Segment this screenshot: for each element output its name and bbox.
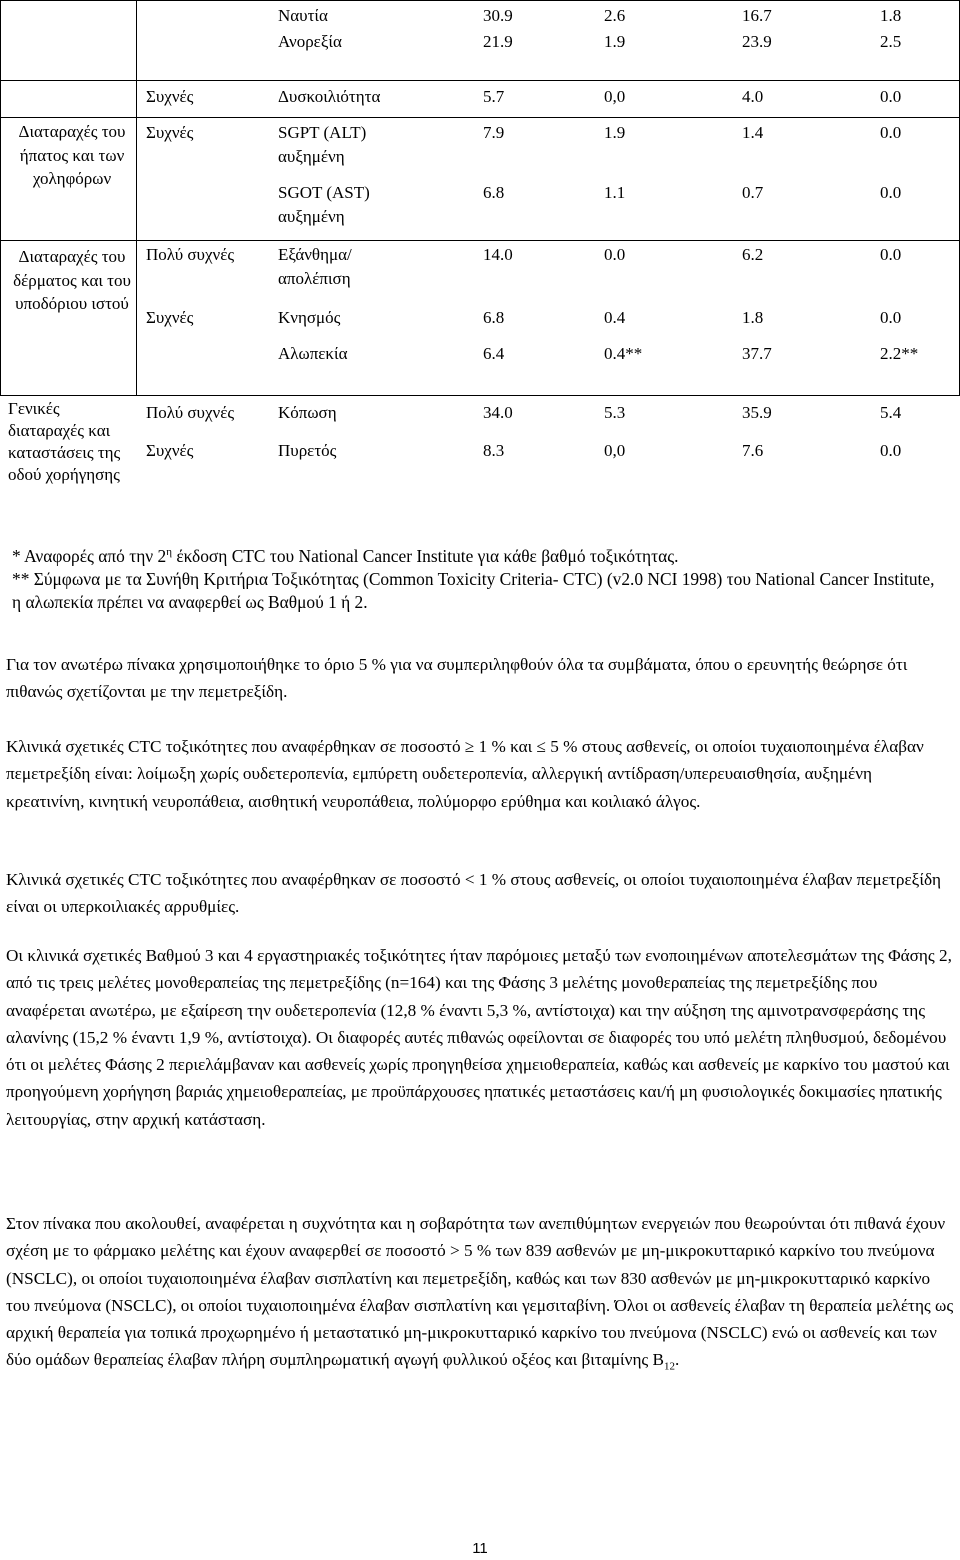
table-hline-2: [0, 117, 960, 118]
row-frequency: Συχνές: [146, 308, 194, 327]
row-term-rash: Εξάνθημα/: [278, 245, 352, 264]
row-value: 0.0: [880, 245, 902, 264]
row-value: 0.4**: [604, 344, 643, 363]
paragraph-threshold: Για τον ανωτέρω πίνακα χρησιμοποιήθηκε το όριο 5 % για να συμπεριληφθούν όλα τα συμβάματα, όπου ο ερευνητής θεώρησε ότι πιθανώς σχετίζονται με την πεμετρεξίδη.: [6, 655, 908, 702]
row-term-fever: Πυρετός: [278, 441, 337, 460]
row-value: 0.0: [880, 87, 902, 106]
row-value: 6.4: [483, 344, 505, 363]
leq-symbol: ≤: [536, 737, 546, 756]
row-value: 6.8: [483, 183, 505, 202]
paragraph-nsclc: Στον πίνακα που ακολουθεί, αναφέρεται η συχνότητα και η σοβαρότητα των ανεπιθύμητων ενεργειών που θεωρούνται ότι πιθανά έχουν σχέση με το φάρμακο μελέτης και έχουν αναφερθεί σε ποσοστό > 5 % των 839 ασθενών με μη-μικροκυτταρικό καρκίνο του πνεύμονα (NSCLC), οι οποίοι τυχαιοποιημένα έλαβαν σισπλατίνη και πεμετρεξίδη, καθώς και των 830 ασθενών με μη-μικροκυτταρικό καρκίνο του πνεύμονα (NSCLC), οι οποίοι τυχαιοποιημένα έλαβαν σισπλατίνη και γεμσιταβίνη. Όλοι οι ασθενείς έλαβαν τη θεραπεία μελέτης ως αρχική θεραπεία για τοπικά προχωρημένο ή μεταστατικό μη-μικροκυτταρικό καρκίνο του πνεύμονα (NSCLC) ενώ οι ασθενείς και των δύο ομάδων θεραπείας έλαβαν πλήρη συμπληρωματική αγωγή φυλλικού οξέος και βιταμίνης $B_{12}$.: [6, 1214, 954, 1373]
row-value: 2.5: [880, 32, 902, 51]
row-term-alopecia: Αλωπεκία: [278, 344, 348, 363]
row-term-fatigue: Κόπωση: [278, 403, 337, 422]
row-value: 0.0: [880, 123, 902, 142]
row-frequency: Πολύ συχνές: [146, 245, 235, 264]
table-vline-cat: [136, 0, 137, 395]
category-liver: Διαταραχές του ήπατος και των χοληφόρων: [18, 122, 126, 188]
row-term-rash-2: απολέπιση: [278, 269, 351, 288]
page-number: 11: [472, 1540, 488, 1557]
row-term-constipation: Δυσκοιλιότητα: [278, 87, 381, 106]
row-term-ast-2: αυξημένη: [278, 207, 345, 226]
row-value: 0.0: [880, 441, 902, 460]
row-value: 0.0: [604, 245, 626, 264]
row-value: 4.0: [742, 87, 764, 106]
row-value: 0,0: [604, 441, 626, 460]
row-term-nausea: Ναυτία: [278, 6, 328, 25]
row-value: 1.4: [742, 123, 764, 142]
row-value: 0.0: [880, 308, 902, 327]
row-value: 23.9: [742, 32, 772, 51]
table-hline-3: [0, 240, 960, 241]
category-general: Γενικές διαταραχές και καταστάσεις της οδού χορήγησης: [8, 399, 121, 484]
footnotes: [12, 545, 952, 614]
footnote-2: ** Σύμφωνα με τα Συνήθη Κριτήρια Τοξικότητας (Common Toxicity Criteria- CTC) (v2.0 NCI 1998) του National Cancer Institute, η αλωπεκία πρέπει να αναφερθεί ως Βαθμού 1 ή 2.: [12, 569, 935, 612]
row-value: 30.9: [483, 6, 513, 25]
table-left-border: [0, 0, 1, 395]
row-term-ast: SGOT (AST): [278, 183, 370, 202]
row-value: 7.9: [483, 123, 505, 142]
row-value: 37.7: [742, 344, 772, 363]
row-term-alt-2: αυξημένη: [278, 147, 345, 166]
row-value: 5.7: [483, 87, 505, 106]
row-frequency: Συχνές: [146, 87, 194, 106]
footnote-1: * Αναφορές από την $2^\eta$ έκδοση CTC του National Cancer Institute για κάθε βαθμό τοξικότητας.: [12, 546, 679, 566]
row-term-pruritus: Κνησμός: [278, 308, 341, 327]
row-value: 8.3: [483, 441, 505, 460]
row-frequency: Συχνές: [146, 123, 194, 142]
row-value: 1.1: [604, 183, 626, 202]
row-value: 5.3: [604, 403, 626, 422]
row-value: 2.2**: [880, 344, 919, 363]
row-value: 0,0: [604, 87, 626, 106]
row-value: 1.8: [742, 308, 764, 327]
row-value: 1.8: [880, 6, 902, 25]
geq-symbol: ≥: [464, 737, 475, 756]
row-value: 16.7: [742, 6, 772, 25]
paragraph-grade34: Οι κλινικά σχετικές Βαθμού 3 και 4 εργαστηριακές τοξικότητες ήταν παρόμοιες μεταξύ των ενοποιημένων αποτελεσμάτων της Φάσης 2, από τις τρεις μελέτες μονοθεραπείας της πεμετρεξίδης (n=164) και της Φάσης 3 μελέτης μονοθεραπείας της πεμετρεξίδης που αναφέρεται ανωτέρω, με εξαίρεση την ουδετεροπενία (12,8 % έναντι 5,3 %, αντίστοιχα) και την αύξηση της αμινοτρανσφεράσης της αλανίνης (15,2 % έναντι 1,9 %, αντίστοιχα). Οι διαφορές αυτές πιθανώς οφείλονται σε διαφορές του υπό μελέτη πληθυσμού, δεδομένου ότι οι μελέτες Φάσης 2 περιελάμβαναν και ασθενείς χωρίς προηγηθείσα χημειοθεραπεία, καθώς και ασθενείς με καρκίνο του μαστού και προηγούμενη χορήγηση βαριάς χημειοθεραπείας, με προϋπάρχουσες ηπατικές μεταστάσεις και/ή μη φυσιολογικές δοκιμασίες ηπατικής λειτουργίας, στην αρχική κατάσταση.: [6, 946, 952, 1129]
row-value: 6.8: [483, 308, 505, 327]
row-value: 6.2: [742, 245, 764, 264]
row-value: 5.4: [880, 403, 902, 422]
row-value: 35.9: [742, 403, 772, 422]
table-top-border: [0, 0, 960, 1]
row-term-anorexia: Ανορεξία: [278, 32, 342, 51]
row-value: 34.0: [483, 403, 513, 422]
row-term-alt: SGPT (ALT): [278, 123, 367, 142]
paragraph-clinical-1-5: Κλινικά σχετικές CTC τοξικότητες που αναφέρθηκαν σε ποσοστό ≥ 1 % και ≤ 5 % στους ασθενείς, οι οποίοι τυχαιοποιημένα έλαβαν πεμετρεξίδη είναι: λοίμωξη χωρίς ουδετεροπενία, εμπύρετη ουδετεροπενία, αλλεργική αντίδραση/υπερευαισθησία, αυξημένη κρεατινίνη, κινητική νευροπάθεια, αισθητική νευροπάθεια, πολύμορφο ερύθημα και κοιλιακό άλγος.: [6, 737, 924, 811]
row-value: 7.6: [742, 441, 764, 460]
paragraph-clinical-lt1: Κλινικά σχετικές CTC τοξικότητες που αναφέρθηκαν σε ποσοστό < 1 % στους ασθενείς, οι οποίοι τυχαιοποιημένα έλαβαν πεμετρεξίδη είναι οι υπερκοιλιακές αρρυθμίες.: [6, 870, 942, 917]
row-frequency: Πολύ συχνές: [146, 403, 235, 422]
row-value: 0.7: [742, 183, 764, 202]
row-value: 1.9: [604, 32, 626, 51]
table-hline-1: [0, 80, 960, 81]
row-value: 0.0: [880, 183, 902, 202]
row-value: 0.4: [604, 308, 626, 327]
row-frequency: Συχνές: [146, 441, 194, 460]
row-value: 1.9: [604, 123, 626, 142]
row-value: 14.0: [483, 245, 513, 264]
category-skin: Διαταραχές του δέρματος και του υποδόριου ιστού: [13, 247, 131, 313]
row-value: 21.9: [483, 32, 513, 51]
table-hline-4: [0, 395, 960, 396]
row-value: 2.6: [604, 6, 626, 25]
